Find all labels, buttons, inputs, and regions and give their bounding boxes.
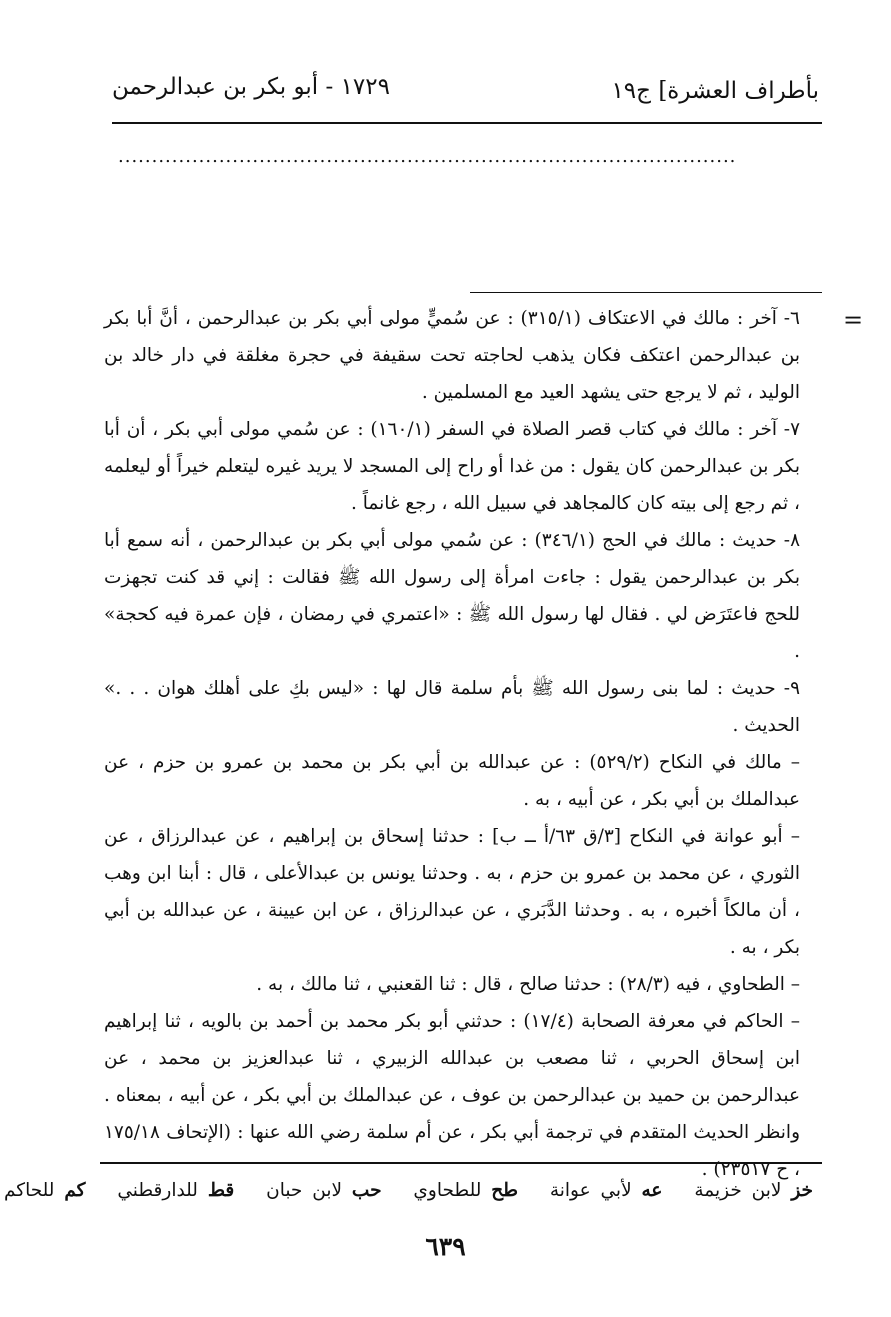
abbr-code: خز — [791, 1180, 813, 1201]
paragraph-hadith-7: ٧- آخر : مالك في كتاب قصر الصلاة في السفر (١٦٠/١) : عن سُمي مولى أبي بكر ، أن أبا بكر بن عبدالرحمن كان يقول : من غدا أو راح إلى المسجد لا يريد غيره ليتعلم خيراً أو ليعلمه ، ثم رجع إلى بيته كان كالمجاهد في سبيل الله ، رجع غانماً . — [104, 419, 800, 514]
abbr-code: كم — [64, 1180, 86, 1201]
header-rule — [112, 122, 822, 124]
paragraph-abu-awana: – أبو عوانة في النكاح [٣/ق ٦٣/أ ــ ب] : حدثنا إسحاق بن إبراهيم ، عن عبدالرزاق ، عن الثوري ، عن محمد بن عمرو بن حزم ، به . وحدثنا يونس بن عبدالأعلى ، قال : أبنا ابن وهب ، أن مالكاً أخبره ، به . وحدثنا الدَّبَري ، عن عبدالرزاق ، عن ابن عيينة ، عن عبدالله بن أبي بكر ، به . — [104, 826, 801, 958]
abbr-label: لأبي عوانة — [549, 1180, 632, 1201]
section-rule — [470, 292, 822, 293]
paragraph-malik: – مالك في النكاح (٥٢٩/٢) : عن عبدالله بن أبي بكر بن محمد بن عمرو بن حزم ، عن عبدالملك بن أبي بكر ، عن أبيه ، به . — [104, 752, 800, 810]
paragraph-hadith-6: ٦- آخر : مالك في الاعتكاف (٣١٥/١) : عن سُميٍّ مولى أبي بكر بن عبدالرحمن ، أنَّ أبا بكر بن عبدالرحمن اعتكف فكان يذهب لحاجته تحت سقيفة في حجرة مغلقة في دار خالد بن الوليد ، ثم لا يرجع حتى يشهد العيد مع المسلمين . — [104, 308, 800, 403]
abbr-label: للدارقطني — [117, 1180, 198, 1201]
paragraph-tahawi: – الطحاوي ، فيه (٢٨/٣) : حدثنا صالح ، قال : ثنا القعنبي ، ثنا مالك ، به . — [256, 974, 800, 995]
abbreviation-key — [3, 1180, 813, 1201]
abbr-code: قط — [207, 1180, 235, 1201]
page-number: ٦٣٩ — [425, 1232, 466, 1261]
paragraph-hakim: – الحاكم في معرفة الصحابة (١٧/٤) : حدثني أبو بكر محمد بن أحمد بن بالويه ، ثنا إبراهيم ابن إسحاق الحربي ، ثنا مصعب بن عبدالله الزبيري ، ثنا عبدالعزيز بن محمد ، عن عبدالرحمن بن حميد بن عبدالرحمن بن عوف ، عن عبدالملك بن أبي بكر ، عن أبيه ، بمعناه . وانظر الحديث المتقدم في ترجمة أبي بكر ، عن أم سلمة رضي الله عنها : (الإتحاف ١٧٥/١٨ ، ح ٢٣٥١٧) . — [104, 1011, 800, 1180]
paragraph-hadith-8: ٨- حديث : مالك في الحج (٣٤٦/١) : عن سُمي مولى أبي بكر بن عبدالرحمن ، أنه سمع أبا بكر بن عبدالرحمن يقول : جاءت امرأة إلى رسول الله ﷺ فقالت : إني قد كنت تجهزت للحج فاعتَرَض لي . فقال لها رسول الله ﷺ : «اعتمري في رمضان ، فإن عمرة فيه كحجة» . — [104, 530, 800, 662]
paragraph-hadith-9: ٩- حديث : لما بنى رسول الله ﷺ بأم سلمة قال لها : «ليس بكِ على أهلك هوان . . .» الحديث . — [104, 678, 800, 736]
continuation-mark: = — [843, 306, 864, 334]
abbr-label: للحاكم — [3, 1180, 55, 1201]
abbr-label: لابن حبان — [266, 1180, 343, 1201]
abbr-label: لابن خزيمة — [694, 1180, 782, 1201]
abbr-code: طح — [491, 1180, 518, 1201]
running-header-entry: ١٧٢٩ - أبو بكر بن عبدالرحمن — [112, 74, 390, 100]
abbr-code: حب — [351, 1180, 382, 1201]
abbr-label: للطحاوي — [413, 1180, 482, 1201]
ellipsis-line: ............................................................................................ — [118, 146, 737, 167]
running-header-book: بأطراف العشرة] ج١٩ — [611, 78, 819, 104]
footer-rule — [100, 1162, 822, 1164]
abbr-code: عه — [641, 1180, 663, 1201]
main-text — [104, 300, 820, 1188]
